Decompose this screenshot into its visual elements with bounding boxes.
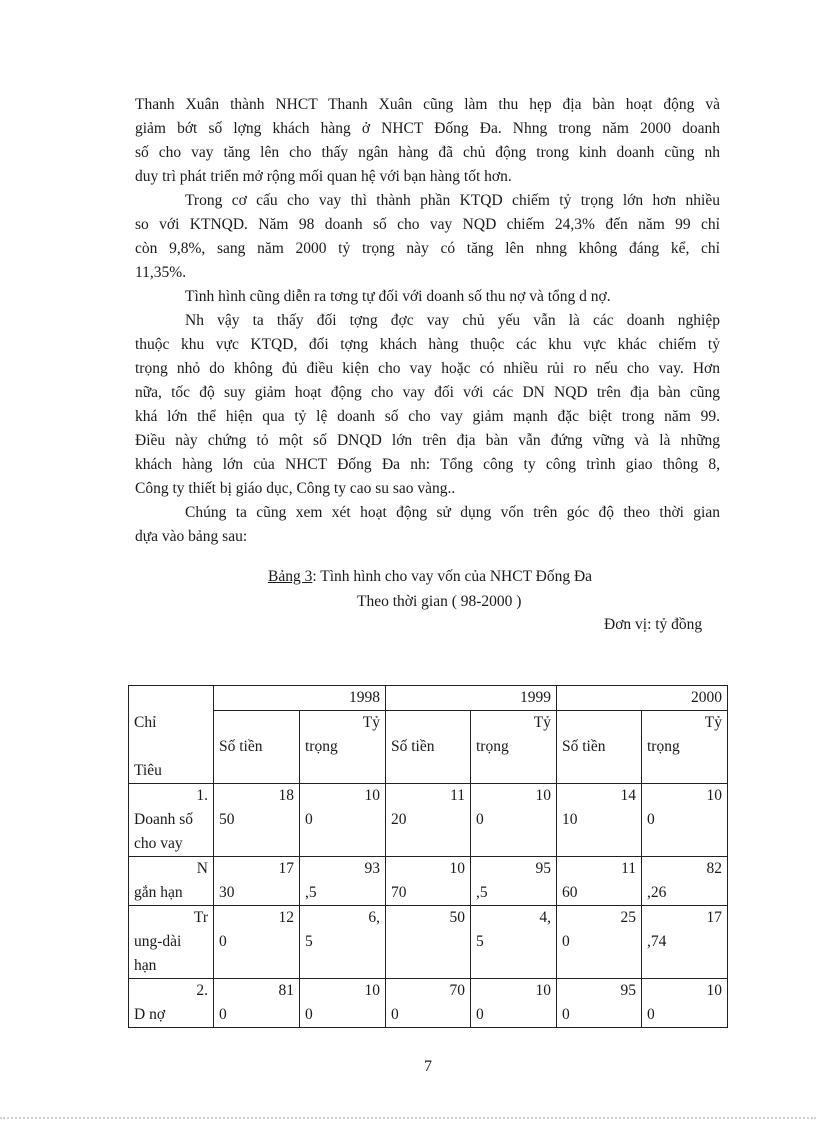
page-bottom-divider — [0, 1117, 816, 1119]
text-line: khách hàng lớn của NHCT Đống Đa nh: Tổng công ty công trình giao thông 8, — [135, 456, 720, 473]
text-line: so với KTNQD. Năm 98 doanh số cho vay NQD chiếm 24,3% đến năm 99 chỉ — [135, 216, 720, 233]
text-line: Nh vậy ta thấy đối tợng đợc vay chủ yếu vẫn là các doanh nghiệp — [185, 312, 720, 329]
loan-table — [128, 685, 728, 1028]
text-line: 11,35%. — [135, 264, 187, 281]
table-cell: 25 0 — [557, 906, 642, 979]
table-caption-subtitle: Theo thời gian ( 98-2000 ) — [357, 593, 522, 610]
header-corner-line: Tiêu — [134, 762, 162, 779]
subheader-amount-cell: Số tiền — [214, 711, 300, 784]
subheader-ratio-cell: Tỷ trọng — [642, 711, 728, 784]
table-unit: Đơn vị: tỷ đồng — [604, 616, 703, 633]
text-line: duy trì phát triển mở rộng mối quan hệ với bạn hàng tốt hơn. — [135, 168, 512, 185]
table-cell: 10 0 — [642, 784, 728, 857]
table-cell: 10 0 — [300, 784, 386, 857]
table-cell: 82 ,26 — [642, 857, 728, 906]
subheader-amount-cell: Số tiền — [386, 711, 471, 784]
text-line: thuộc khu vực KTQD, đối tợng khách hàng thuộc các khu vực khác chiếm tỷ — [135, 336, 720, 353]
text-line: Công ty thiết bị giáo dục, Công ty cao su sao vàng.. — [135, 480, 456, 497]
table-cell: 95 0 — [557, 979, 642, 1028]
year-header-cell: 2000 — [557, 686, 728, 711]
table-cell: 70 0 — [386, 979, 471, 1028]
table-cell: 12 0 — [214, 906, 300, 979]
table-row — [129, 906, 728, 979]
text-line: Điều này chứng tỏ một số DNQD lớn trên địa bàn vẫn đứng vững và là những — [135, 432, 720, 449]
subheader-ratio-cell: Tỷ trọng — [300, 711, 386, 784]
row-label-cell: 1. Doanh số cho vay — [129, 784, 214, 857]
table-caption-text: : Tình hình cho vay vốn của NHCT Đống Đa — [312, 568, 593, 585]
text-line: nữa, tốc độ suy giảm hoạt động cho vay đối với các DN NQD trên địa bàn cũng — [135, 384, 720, 401]
table-cell: 10 0 — [300, 979, 386, 1028]
subheader-ratio-cell: Tỷ trọng — [471, 711, 557, 784]
table-row — [129, 784, 728, 857]
table-cell: 10 0 — [642, 979, 728, 1028]
table-cell: 10 70 — [386, 857, 471, 906]
text-line: Thanh Xuân thành NHCT Thanh Xuân cũng làm thu hẹp địa bàn hoạt động và — [135, 96, 720, 113]
table-cell: 10 0 — [471, 784, 557, 857]
table-cell: 17 ,74 — [642, 906, 728, 979]
table-caption-label: Bảng 3 — [268, 568, 313, 585]
text-line: Trong cơ cấu cho vay thì thành phần KTQD chiếm tỷ trọng lớn hơn nhiều — [185, 192, 720, 209]
table-cell: 95 ,5 — [471, 857, 557, 906]
table-caption-title — [268, 566, 592, 588]
table-cell: 11 60 — [557, 857, 642, 906]
page-number: 7 — [424, 1058, 432, 1075]
text-line: giảm bớt số lợng khách hàng ở NHCT Đống Đa. Nhng trong năm 2000 doanh — [135, 120, 720, 137]
text-line: Tình hình cũng diễn ra tơng tự đối với doanh số thu nợ và tổng d nợ. — [185, 288, 611, 305]
text-line: trọng nhỏ do không đủ điều kiện cho vay hoặc có nhiều rủi ro nếu cho vay. Hơn — [135, 360, 720, 377]
year-header-cell: 1998 — [214, 686, 386, 711]
table-row — [129, 857, 728, 906]
table-cell: 14 10 — [557, 784, 642, 857]
text-line: còn 9,8%, sang năm 2000 tỷ trọng này có tăng lên nhng không đáng kể, chỉ — [135, 240, 720, 257]
table-cell: 11 20 — [386, 784, 471, 857]
row-label-cell: 2. D nợ — [129, 979, 214, 1028]
header-corner-line: Chỉ — [134, 714, 157, 731]
text-line: dựa vào bảng sau: — [135, 528, 248, 545]
table-cell: 4, 5 — [471, 906, 557, 979]
table-cell: 17 30 — [214, 857, 300, 906]
table-cell: 10 0 — [471, 979, 557, 1028]
year-header-cell: 1999 — [386, 686, 557, 711]
subheader-amount-cell: Số tiền — [557, 711, 642, 784]
text-line: Chúng ta cũng xem xét hoạt động sử dụng vốn trên góc độ theo thời gian — [185, 504, 720, 521]
table-cell: 81 0 — [214, 979, 300, 1028]
table-cell: 6, 5 — [300, 906, 386, 979]
table-row — [129, 979, 728, 1028]
table-cell: 18 50 — [214, 784, 300, 857]
row-label-cell: Tr ung-dài hạn — [129, 906, 214, 979]
text-line: số cho vay tăng lên cho thấy ngân hàng đã chủ động trong kinh doanh cũng nh — [135, 144, 720, 161]
row-label-cell: N gắn hạn — [129, 857, 214, 906]
text-line: khá lớn thể hiện qua tỷ lệ doanh số cho vay giảm mạnh đặc biệt trong năm 99. — [135, 408, 720, 425]
table-cell: 93 ,5 — [300, 857, 386, 906]
table-cell: 50 — [386, 906, 471, 979]
header-corner-cell — [129, 686, 214, 784]
